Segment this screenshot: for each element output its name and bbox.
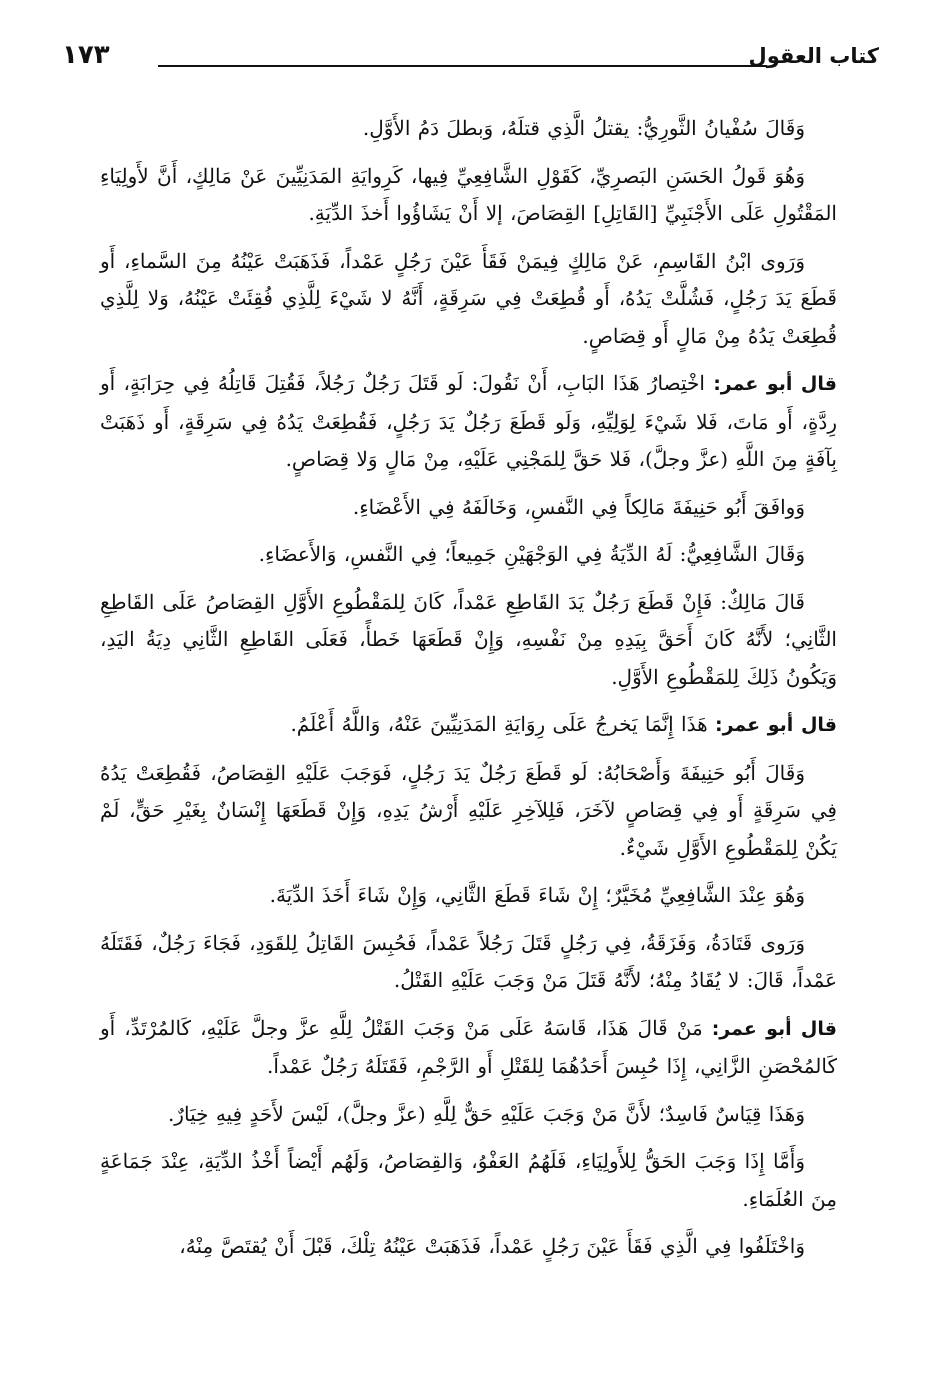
page-header [62, 38, 879, 78]
paragraph-text: اخْتِصارُ هَذَا البَابِ، أَنْ نَقُولَ: لَو قَتَلَ رَجُلٌ رَجُلاً، فَقُتِلَ قَاتِلُهُ فِي حِرَابَةٍ، أَو رِدَّةٍ، أَو مَاتَ، فَلا شَيْءَ لِوَلِيِّهِ، وَلَو قَطَعَ رَجُلٌ يَدَ رَجُلٍ، فَقُطِعَتْ يَدُهُ فِي سَرِقَةٍ، أَو ذَهَبَتْ بِآفَةٍ مِنَ اللَّهِ (عزَّ وجلَّ)، فَلا حَقَّ لِلمَجْنِي عَلَيْهِ، مِنْ مَالٍ وَلا قِصَاصٍ. [100, 371, 837, 471]
paragraph-text: وَوافَقَ أَبُو حَنِيفَةَ مَالِكاً فِي النَّفسِ، وَخَالَفَهُ فِي الأَعْضَاءِ. [352, 494, 805, 519]
paragraph [100, 536, 837, 574]
paragraph-text: وَهُوَ قَولُ الحَسَنِ البَصرِيِّ، كَقَوْلِ الشَّافِعِيِّ فِيها، كَرِوايَةِ المَدَنِيِّينَ عَنْ مَالِكٍ، أَنَّ لأَولِيَاءِ المَقْتُولِ عَلَى الأَجْنَبِيِّ [القَاتِلِ] القِصَاصَ، إلا أَنْ يَشَاؤُوا أَخذَ الدِّيَةِ. [100, 163, 837, 225]
paragraph [100, 243, 837, 356]
paragraph [100, 1010, 837, 1086]
paragraph-text: قَالَ مَالِكٌ: فَإِنْ قَطَعَ رَجُلٌ يَدَ القَاطِعِ عَمْداً، كَانَ لِلمَقْطُوعِ الأَوَّلِ القِصَاصُ عَلَى القَاطِعِ الثَّانِي؛ لأَنَّهُ كَانَ أَحَقَّ بِيَدِهِ مِنْ نَفْسِهِ، وَإِنْ قَطَعَهَا خَطأً، فَعَلَى القَاطِعِ الثَّانِي دِيَةُ اليَدِ، وَيَكُونُ ذَلِكَ لِلمَقْطُوعِ الأَوَّلِ. [100, 589, 837, 689]
paragraph-text: وَرَوى قَتَادَةُ، وَفَزَقَةُ، فِي رَجُلٍ قَتَلَ رَجُلاً عَمْداً، فَحُبِسَ القَاتِلُ لِلقَوَدِ، فَجَاءَ رَجُلٌ، فَقَتَلَهُ عَمْداً، قَالَ: لا يُقَادُ مِنْهُ؛ لأَنَّهُ قَتَلَ مَنْ وَجَبَ عَلَيْهِ القَتْلُ. [100, 930, 837, 992]
paragraph [100, 1228, 837, 1266]
paragraph-text: وَرَوى ابْنُ القَاسِمِ، عَنْ مَالِكٍ فِيمَنْ فَقَأَ عَيْنَ رَجُلٍ عَمْداً، فَذَهَبَتْ عَيْنُهُ مِنَ السَّماءِ، أَو قَطَعَ يَدَ رَجُلٍ، فَشُلَّتْ يَدُهُ، أَو قُطِعَتْ فِي سَرِقَةٍ، أَنَّهُ لا شَيْءَ لِلَّذِي فُقِئَتْ عَيْنُهُ، وَلا لِلَّذِي قُطِعَتْ يَدُهُ مِنْ مَالٍ أَو قِصَاصٍ. [100, 248, 837, 348]
paragraph-text: وَهَذَا قِيَاسٌ فَاسِدٌ؛ لأَنَّ مَنْ وَجَبَ عَلَيْهِ حَقٌّ لِلَّهِ (عزَّ وجلَّ)، لَيْسَ لأَحَدٍ فِيهِ خِيَارٌ. [167, 1101, 805, 1126]
paragraph-text: وَاخْتَلَفُوا فِي الَّذِي فَقَأَ عَيْنَ رَجُلٍ عَمْداً، فَذَهَبَتْ عَيْنُهُ تِلْكَ، قَبْلَ أَنْ يُقتَصَّ مِنْهُ، [179, 1234, 805, 1258]
paragraph-text: وَأَمَّا إِذَا وَجَبَ الحَقُّ لِلأَولِيَاءِ، فَلَهُمُ العَفْوُ، وَالقِصَاصُ، وَلَهُم أَيْضاً أَخْذُ الدِّيَةِ، عِنْدَ جَمَاعَةٍ مِنَ العُلَمَاءِ. [100, 1149, 837, 1211]
running-title: كتاب العقول [748, 44, 879, 68]
paragraph [100, 1143, 837, 1218]
paragraph [100, 755, 837, 868]
paragraph-lead: قال أبو عمر: [715, 714, 837, 736]
paragraph [100, 1096, 837, 1134]
paragraph-text: وَقَالَ أَبُو حَنِيفَةَ وَأَصْحَابُهُ: لَو قَطَعَ رَجُلٌ يَدَ رَجُلٍ، فَوَجَبَ عَلَيْهِ القِصَاصُ، فَقُطِعَتْ يَدُهُ فِي سَرِقَةٍ أَو فِي قِصَاصٍ لآخَرَ، فَلِلآخِرِ عَلَيْهِ أَرْشُ يَدِهِ، وَإِنْ قَطَعَهَا إِنْسَانٌ بِغَيْرِ حَقٍّ، لَمْ يَكُنْ لِلمَقْطُوعِ الأَوَّلِ شَيْءٌ. [100, 760, 837, 860]
paragraph-lead: قال أبو عمر: [711, 1017, 837, 1040]
paragraph-lead: قال أبو عمر: [713, 373, 837, 395]
paragraph-text: هَذَا إِنَّمَا يَخرجُ عَلَى رِوَايَةِ المَدَنِيِّينَ عَنْهُ، وَاللَّهُ أَعْلَمُ. [290, 712, 708, 736]
paragraph-text: وَقَالَ سُفْيانُ الثَّورِيُّ: يقتلُ الَّذِي قتلَهُ، وَبطلَ دَمُ الأَوَّلِ. [362, 116, 805, 140]
paragraph [100, 158, 837, 233]
page-body [100, 110, 837, 1276]
paragraph-text: وَهُوَ عِنْدَ الشَّافِعِيِّ مُخَيَّرٌ؛ إِنْ شَاءَ قَطَعَ الثَّانِي، وَإِنْ شَاءَ أَخَذَ الدِّيَةَ. [269, 883, 805, 907]
paragraph-text: مَنْ قَالَ هَذَا، قَاسَهُ عَلَى مَنْ وَجَبَ القَتْلُ لِلَّهِ عزَّ وجلَّ عَلَيْهِ، كَالمُرْتَدِّ، أَو كَالمُحْصَنِ الزَّانِي، إِذَا حُبِسَ أَحَدُهُمَا لِلقَتْلِ أَو الرَّجْمِ، فَقَتَلَهُ رَجُلٌ عَمْداً. [100, 1015, 837, 1078]
page-number: ١٧٣ [62, 40, 110, 70]
header-rule [158, 65, 767, 67]
paragraph [100, 489, 837, 527]
paragraph-text: وَقَالَ الشَّافِعِيُّ: لَهُ الدِّيَةُ فِي الوَجْهَيْنِ جَمِيعاً؛ فِي النَّفسِ، وَالأَعضَاءِ. [258, 542, 805, 566]
paragraph [100, 110, 837, 148]
paragraph [100, 925, 837, 1000]
paragraph [100, 706, 837, 745]
paragraph [100, 365, 837, 479]
paragraph [100, 584, 837, 697]
paragraph [100, 877, 837, 915]
